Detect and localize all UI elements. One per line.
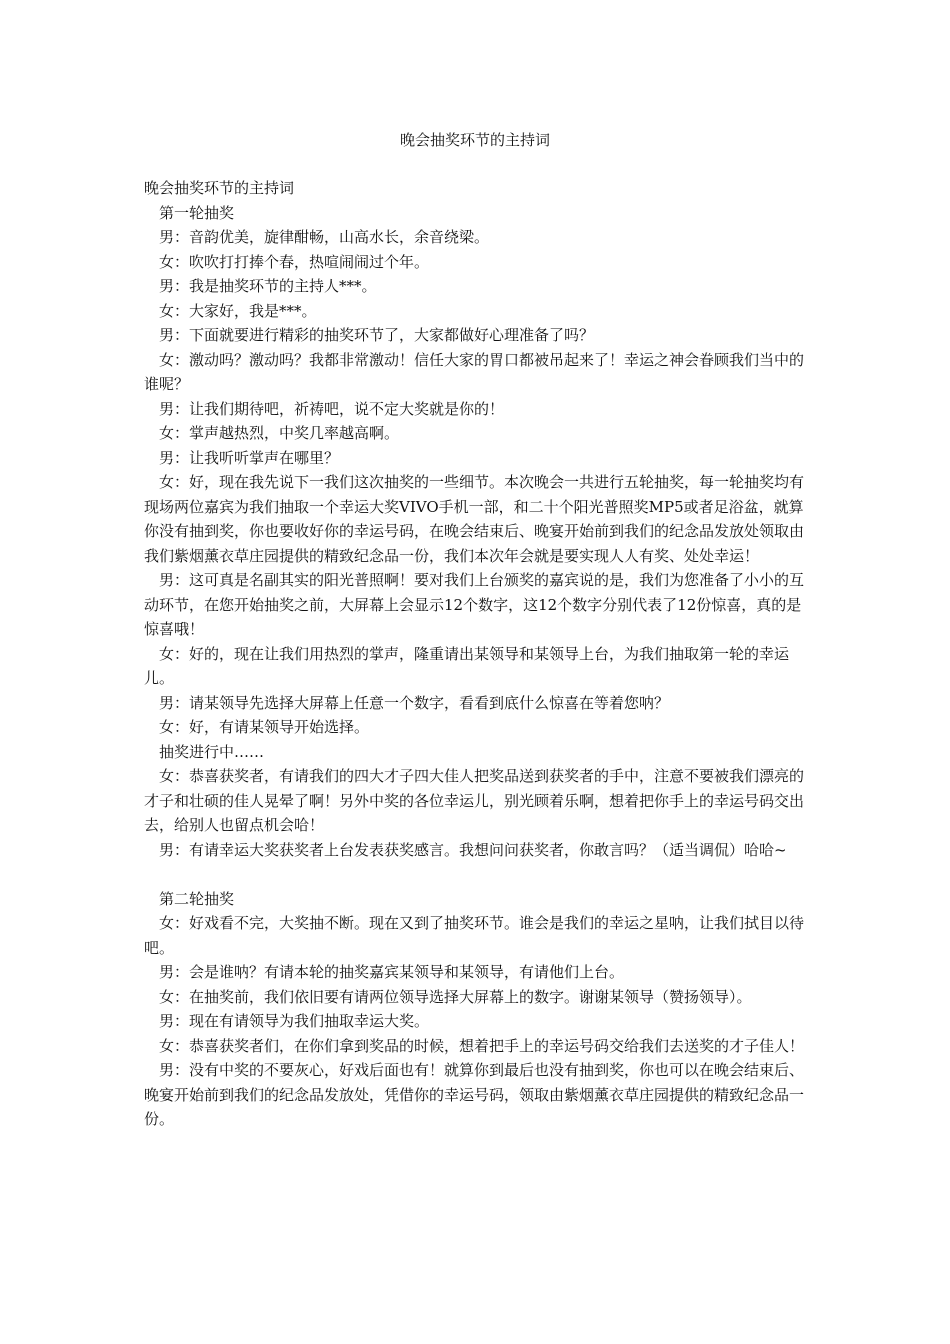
dialogue-line: 男：有请幸运大奖获奖者上台发表获奖感言。我想问问获奖者，你敢言吗？（适当调侃）哈哈~	[159, 840, 787, 859]
dialogue-line: 男：会是谁呐？有请本轮的抽奖嘉宾某领导和某领导，有请他们上台。	[159, 963, 625, 981]
dialogue-line: 男：让我听听掌声在哪里？	[159, 448, 340, 467]
dialogue-line: 男：音韵优美，旋律酣畅，山高水长，余音绕梁。	[159, 228, 490, 246]
dialogue-line: 男：我是抽奖环节的主持人***。	[159, 277, 377, 295]
dialogue-line: 男：没有中奖的不要灰心，好戏后面也有！就算你到最后也没有抽到奖，你也可以在晚会结束后、晚宴开始前到我们的纪念品发放处，凭借你的幸运号码，领取由紫烟薰衣草庄园提供的精致纪念品一份。	[144, 1061, 805, 1128]
dialogue-line: 男：下面就要进行精彩的抽奖环节了，大家都做好心理准备了吗？	[159, 326, 595, 344]
dialogue-line: 女：好的，现在让我们用热烈的掌声，隆重请出某领导和某领导上台，为我们抽取第一轮的幸运儿。	[144, 644, 790, 687]
round-heading: 第二轮抽奖	[159, 889, 235, 908]
dialogue-line: 女：恭喜获奖者，有请我们的四大才子四大佳人把奖品送到获奖者的手中，注意不要被我们漂亮的才子和壮硕的佳人晃晕了啊！另外中奖的各位幸运儿，别光顾着乐啊，想着把你手上的幸运号码交出去，给别人也留点机会哈！	[144, 767, 805, 834]
document-title: 晚会抽奖环节的主持词	[399, 131, 550, 149]
dialogue-line: 男：现在有请领导为我们抽取幸运大奖。	[159, 1012, 430, 1030]
dialogue-line: 女：掌声越热烈，中奖几率越高啊。	[159, 424, 400, 442]
dialogue-line: 男：这可真是名副其实的阳光普照啊！要对我们上台颁奖的嘉宾说的是，我们为您准备了小小的互动环节，在您开始抽奖之前，大屏幕上会显示12个数字，这12个数字分别代表了12份惊喜，真的是惊喜哦！	[144, 571, 805, 638]
document-heading: 晚会抽奖环节的主持词	[144, 179, 295, 197]
dialogue-line: 女：大家好，我是***。	[159, 301, 317, 320]
document-body	[144, 176, 810, 1132]
blank-line	[144, 862, 810, 887]
round-heading: 第一轮抽奖	[159, 203, 235, 222]
dialogue-line: 女：好，现在我先说下一我们这次抽奖的一些细节。本次晚会一共进行五轮抽奖，每一轮抽奖均有现场两位嘉宾为我们抽取一个幸运大奖VIVO手机一部，和二十个阳光普照奖MP5或者足浴盆，就算你没有抽到奖，你也要收好你的幸运号码，在晚会结束后、晚宴开始前到我们的纪念品发放处领取由我们紫烟薰衣草庄园提供的精致纪念品一份，我们本次年会就是要实现人人有奖、处处幸运！	[144, 473, 805, 565]
dialogue-line: 女：在抽奖前，我们依旧要有请两位领导选择大屏幕上的数字。谢谢某领导（赞扬领导）。	[159, 987, 752, 1006]
stage-direction: 抽奖进行中……	[159, 742, 265, 761]
dialogue-line: 女：好，有请某领导开始选择。	[159, 718, 370, 736]
dialogue-line: 女：恭喜获奖者们，在你们拿到奖品的时候，想着把手上的幸运号码交给我们去送奖的才子佳人！	[159, 1036, 805, 1055]
dialogue-line: 男：请某领导先选择大屏幕上任意一个数字，看看到底什么惊喜在等着您呐？	[159, 693, 670, 712]
dialogue-line: 女：吹吹打打捧个春，热喧闹闹过个年。	[159, 252, 430, 271]
dialogue-line: 男：让我们期待吧，祈祷吧，说不定大奖就是你的！	[159, 399, 505, 418]
dialogue-line: 女：好戏看不完，大奖抽不断。现在又到了抽奖环节。谁会是我们的幸运之星呐，让我们拭目以待吧。	[144, 914, 805, 957]
dialogue-line: 女：激动吗？激动吗？我都非常激动！信任大家的胃口都被吊起来了！幸运之神会眷顾我们当中的谁呢？	[144, 350, 805, 393]
